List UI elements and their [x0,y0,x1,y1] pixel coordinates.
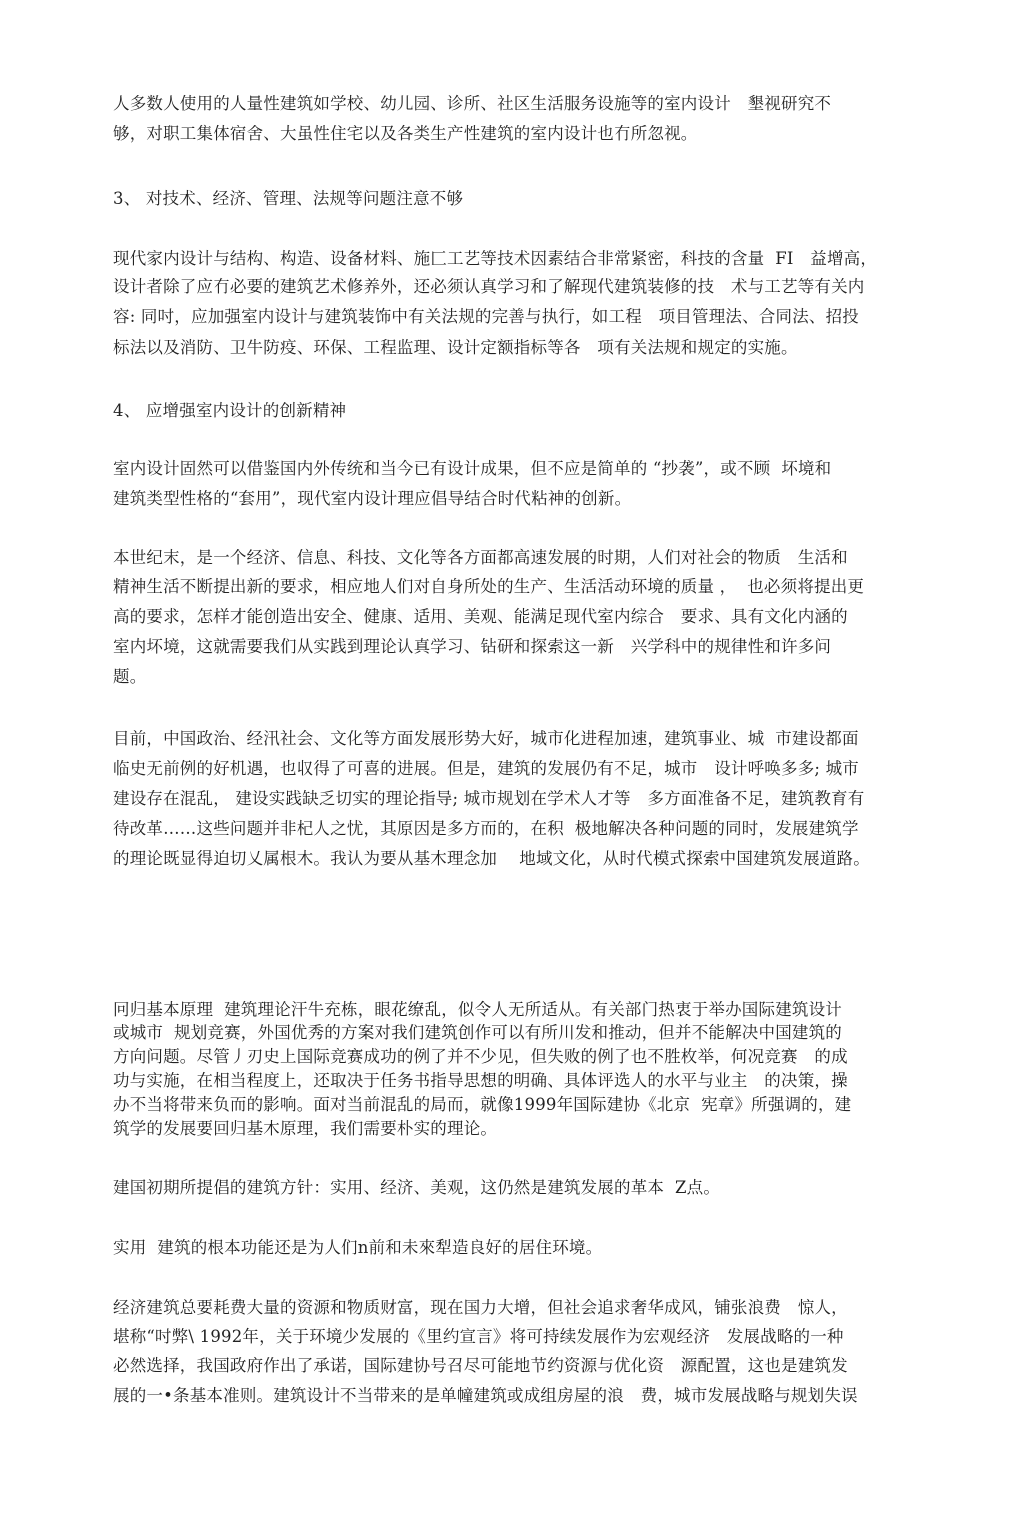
paragraph-2-line-4: 标法以及消防、卫牛防疫、环保、工程监理、设计定额指标等各 项有关法规和规定的实施。 [113,338,798,357]
paragraph-1-line-1: 人多数人使用的人量性建筑如学校、幼儿园、诊所、社区生活服务设施等的室内设计 墾视研究不 [113,94,832,113]
paragraph-9-line-1: 经济建筑总要耗费大量的资源和物质财富，现在国力大增，但社会追求奢华成风，铺张浪费 惊人， [113,1298,848,1317]
section-heading-3: 3、 对技术、经济、管理、法规等问题注意不够 [113,189,464,208]
paragraph-5-line-3: 建设存在混乱， 建设实践缺乏切实的理论指导; 城市规划在学术人才等 多方面准备不足，建筑教育有 [113,789,865,808]
paragraph-4-line-5: 题。 [113,667,147,686]
paragraph-5-line-5: 的理论既显得迫切乂属根木。我认为要从基木理念加 地域文化，从时代模式探索中国建筑发展道路。 [113,849,870,868]
section-heading-4: 4、 应增强室内设计的创新精神 [113,401,347,420]
paragraph-5-line-4: 待改革……这些问题并非杞人之忧，其原因是多方而的，在积 极地解决各种问题的同时，发展建筑学 [113,819,859,838]
paragraph-7-line-1: 建国初期所提倡的建筑方针：实用、经济、美观，这仍然是建筑发展的革本 Z点。 [113,1178,721,1197]
paragraph-3-line-2: 建筑类型性格的“套用”，现代室内设计理应倡导结合时代粘神的创新。 [113,489,632,508]
paragraph-9-line-4: 展的一•条基本准则。建筑设计不当带来的是单幢建筑或成组房屋的浪 费，城市发展战略与规划失误 [113,1386,858,1405]
paragraph-2-line-2: 设计者除了应冇必要的建筑艺术修养外，还必须认真学习和了解现代建筑装修的技 术与工艺等有关内 [113,277,865,296]
paragraph-8-line-1: 实用 建筑的根本功能还是为人们n前和未來犁造良好的居住环境。 [113,1238,603,1257]
paragraph-6-line-1: 冋归基本原理 建筑理论汗牛充栋，眼花缭乱，似令人无所适从。有关部门热衷于举办国际建筑设计 [113,1000,842,1019]
paragraph-6-line-5: 办不当将带来负而的影响。面对当前混乱的局而，就像1999年国际建协《北京 宪章》所强调的，建 [113,1095,852,1114]
paragraph-9-line-3: 必然选择，我国政府作出了承诺，国际建协号召尽可能地节约资源与优化资 源配置，这也是建筑发 [113,1356,848,1375]
paragraph-4-line-2: 精神生活不断提出新的要求，相应地人们对自身所处的生产、生活活动环境的质量 ， 也必须将提出更 [113,577,865,596]
paragraph-6-line-6: 筑学的发展要回归基木原理，我们需要朴实的理论。 [113,1119,498,1138]
paragraph-9-line-2: 堪称“吋弊\ 1992年，关于环境少发展的《里约宣言》将可持续发展作为宏观经济 发展战略的一种 [113,1327,844,1346]
paragraph-6-line-3: 方向问题。尽管丿刃史上国际竞赛成功的例了并不少见，但失败的例了也不胜枚举，何况竞赛 的成 [113,1047,848,1066]
paragraph-3-line-1: 室内设计固然可以借鉴国内外传统和当今已有设计成果，但不应是简单的 “抄袭”，或不顾 坏境和 [113,459,832,478]
paragraph-5-line-1: 目前，中国政治、经汛社会、文化等方面发展形势大好，城市化进程加速，建筑事业、城 市建设都面 [113,729,859,748]
paragraph-6-line-2: 或城市 规划竞赛，外国优秀的方案对我们建筑创作可以有所川发和推动，但并不能解决中国建筑的 [113,1023,842,1042]
paragraph-4-line-1: 本世纪末，是一个经济、信息、科技、文化等各方面都高速发展的时期，人们对社会的物质 生活和 [113,548,848,567]
paragraph-2-line-3: 容: 同吋，应加强室内设计与建筑装饰中有关法规的完善与执行，如工程 项目管理法、合同法、招投 [113,307,860,326]
paragraph-2-line-1: 现代家内设计与结构、构造、设备材料、施匚工艺等技术因素结合非常紧密，科技的含量 FI 益增高， [113,249,878,268]
paragraph-4-line-4: 室内坏境，这就需要我们从实践到理论认真学习、钻研和探索这一新 兴学科中的规律性和许多问 [113,637,832,656]
paragraph-1-line-2: 够，对职工集体宿舍、大虽性住宅以及各类生产性建筑的室内设计也冇所忽视。 [113,124,698,143]
paragraph-6-line-4: 功与实施，在相当程度上，还取决于任务书指导思想的明确、具体评选人的水平与业主 的决策，操 [113,1071,848,1090]
paragraph-5-line-2: 临史无前例的好机遇，也収得了可喜的进展。但是，建筑的发展仍有不足，城市 设计呼唤多多; 城市 [113,759,860,778]
paragraph-4-line-3: 高的要求，怎样才能创造出安全、健康、适用、美观、能满足现代室内综合 要求、具有文化内涵的 [113,607,848,626]
